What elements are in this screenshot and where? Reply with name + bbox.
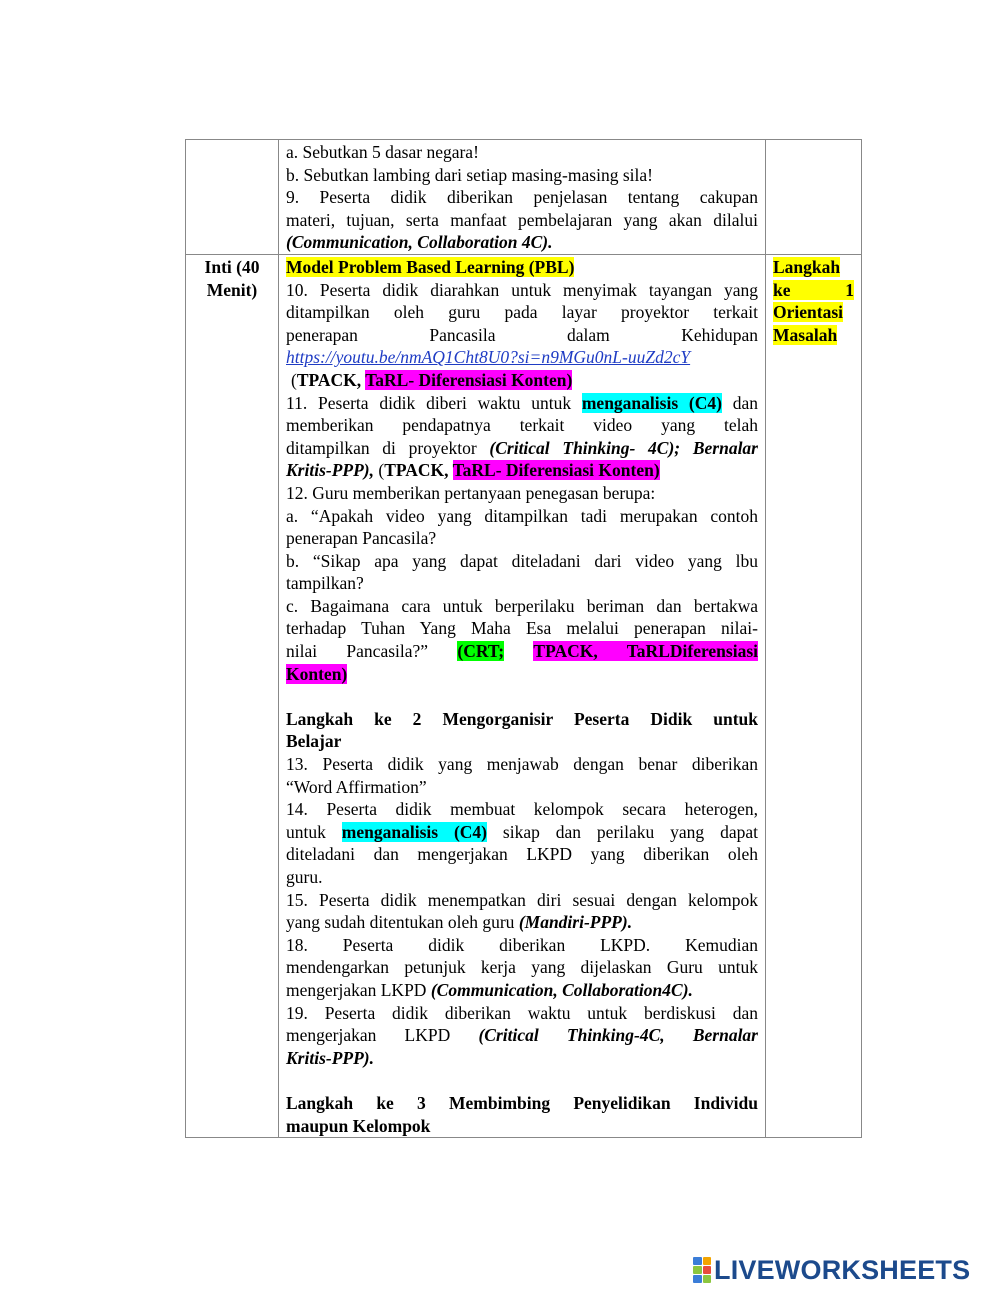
step-cell bbox=[766, 140, 862, 255]
activity-9-line1: 9. Peserta didik diberikan penjelasan tentang cakupan bbox=[286, 187, 758, 208]
activity-19-line1: 19. Peserta didik diberikan waktu untuk berdiskusi dan bbox=[286, 1002, 758, 1023]
tarl-badge: Konten) bbox=[286, 663, 348, 684]
liveworksheets-logo bbox=[693, 1255, 970, 1285]
table-row bbox=[186, 140, 862, 255]
question-12c-line2: terhadap Tuhan Yang Maha Esa melalui penerapan nilai- bbox=[286, 618, 758, 639]
stage-cell bbox=[186, 254, 279, 1137]
model-heading: Model Problem Based Learning (PBL) bbox=[286, 256, 575, 277]
question-12a-line1: a. “Apakah video yang ditampilkan tadi merupakan contoh bbox=[286, 505, 758, 526]
tarl-badge: TPACK, TaRLDiferensiasi bbox=[533, 641, 759, 662]
activity-18-line3: mengerjakan LKPD (Communication, Collaboration4C). bbox=[286, 979, 693, 1000]
activity-19-line3: Kritis-PPP). bbox=[286, 1047, 374, 1068]
question-b: b. Sebutkan lambing dari setiap masing-masing sila! bbox=[286, 164, 653, 185]
step1-label: Langkah ke 1 Orientasi Masalah bbox=[773, 256, 854, 345]
c4-badge: menganalisis (C4) bbox=[341, 821, 487, 842]
step2-heading-line1: Langkah ke 2 Mengorganisir Peserta Didik untuk bbox=[286, 708, 758, 729]
crt-badge: (CRT; bbox=[457, 641, 505, 662]
question-12b-line1: b. “Sikap apa yang dapat diteladani dari video yang lbu bbox=[286, 550, 758, 571]
step2-heading-line2: Belajar bbox=[286, 731, 342, 752]
step-cell bbox=[766, 254, 862, 1137]
activity-13-line1: 13. Peserta didik yang menjawab dengan benar diberikan bbox=[286, 754, 758, 775]
activity-12-line1: 12. Guru memberikan pertanyaan penegasan berupa: bbox=[286, 482, 656, 503]
activity-11-line1: 11. Peserta didik diberi waktu untuk menganalisis (C4) dan bbox=[286, 392, 758, 413]
logo-text: LIVEWORKSHEETS bbox=[714, 1254, 971, 1285]
activity-18-line1: 18. Peserta didik diberikan LKPD. Kemudian bbox=[286, 934, 758, 955]
activity-10-line3: penerapan Pancasila dalam Kehidupan bbox=[286, 324, 758, 345]
activity-cell bbox=[279, 254, 766, 1137]
activity-19-line2: mengerjakan LKPD (Critical Thinking-4C, Bernalar bbox=[286, 1025, 758, 1046]
table-row bbox=[186, 254, 862, 1137]
youtube-link[interactable]: https://youtu.be/nmAQ1Cht8U0?si=n9MGu0nL-uuZd2cY bbox=[286, 347, 691, 368]
c4-badge: menganalisis (C4) bbox=[581, 392, 722, 413]
activity-10-line1: 10. Peserta didik diarahkan untuk menyimak tayangan yang bbox=[286, 279, 758, 300]
activity-14-line1: 14. Peserta didik membuat kelompok secara heterogen, bbox=[286, 799, 758, 820]
lesson-plan-table bbox=[185, 139, 862, 1138]
activity-13-line2: “Word Affirmation” bbox=[286, 776, 427, 797]
activity-15-line1: 15. Peserta didik menempatkan diri sesuai dengan kelompok bbox=[286, 889, 758, 910]
activity-15-line2: yang sudah ditentukan oleh guru (Mandiri-PPP). bbox=[286, 912, 633, 933]
activity-11-line2: memberikan pendapatnya terkait video yang telah bbox=[286, 415, 758, 436]
step3-heading-line2: maupun Kelompok bbox=[286, 1115, 431, 1136]
liveworksheets-logo-icon bbox=[693, 1257, 711, 1283]
stage-cell bbox=[186, 140, 279, 255]
activity-14-line4: guru. bbox=[286, 867, 323, 887]
activity-9-line2: materi, tujuan, serta manfaat pembelajaran yang akan dilalui bbox=[286, 209, 758, 230]
activity-14-line2: untuk menganalisis (C4) sikap dan perilaku yang dapat bbox=[286, 821, 758, 842]
activity-11-line4: Kritis-PPP), (TPACK, TaRL- Diferensiasi Konten) bbox=[286, 460, 660, 481]
activity-cell bbox=[279, 140, 766, 255]
question-12b-line2: tampilkan? bbox=[286, 573, 364, 594]
question-12c-line3: nilai Pancasila?” (CRT; TPACK, TaRLDiferensiasi bbox=[286, 641, 759, 662]
stage-label: Inti (40 Menit) bbox=[204, 256, 260, 300]
question-12a-line2: penerapan Pancasila? bbox=[286, 528, 437, 549]
step3-heading-line1: Langkah ke 3 Membimbing Penyelidikan Individu bbox=[286, 1092, 758, 1113]
question-a: a. Sebutkan 5 dasar negara! bbox=[286, 142, 479, 162]
activity-11-line3: ditampilkan di proyektor (Critical Thinking- 4C); Bernalar bbox=[286, 437, 758, 458]
tarl-badge: TaRL- Diferensiasi Konten) bbox=[452, 460, 660, 481]
activity-10-tags: (TPACK, TaRL- Diferensiasi Konten) bbox=[291, 369, 573, 390]
activity-18-line2: mendengarkan petunjuk kerja yang dijelaskan Guru untuk bbox=[286, 957, 758, 978]
activity-14-line3: diteladani dan mengerjakan LKPD yang diberikan oleh bbox=[286, 844, 758, 865]
activity-9-tag: (Communication, Collaboration 4C). bbox=[286, 232, 553, 253]
activity-10-line2: ditampilkan oleh guru pada layar proyektor terkait bbox=[286, 302, 758, 323]
question-12c-line1: c. Bagaimana cara untuk berperilaku beriman dan bertakwa bbox=[286, 595, 758, 616]
tarl-badge: TaRL- Diferensiasi Konten) bbox=[365, 369, 573, 390]
